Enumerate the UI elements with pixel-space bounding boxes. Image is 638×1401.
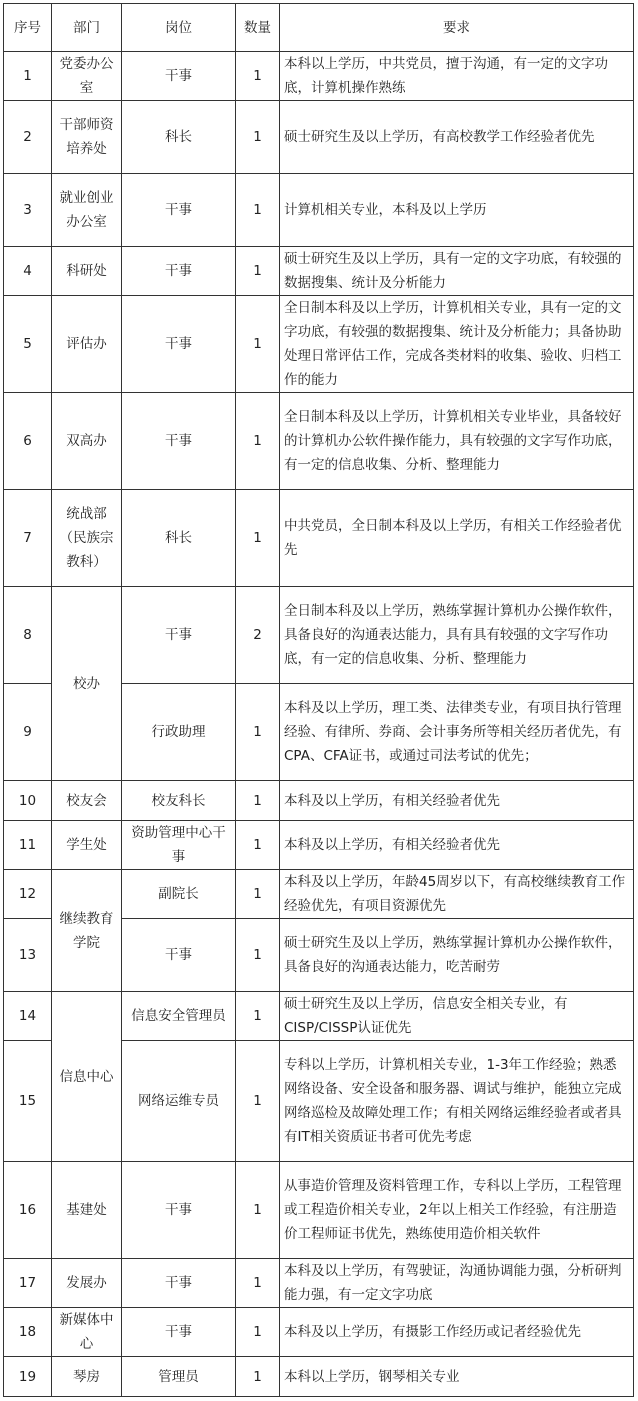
cell-dept: 信息中心: [52, 992, 122, 1162]
cell-post: 校友科长: [122, 781, 236, 821]
table-row: [4, 992, 634, 1041]
recruitment-table: [3, 3, 634, 1397]
cell-req: 本科及以上学历，有相关经验者优先: [280, 781, 634, 821]
cell-post: 干事: [122, 1308, 236, 1357]
cell-req: 硕士研究生及以上学历，有高校教学工作经验者优先: [280, 101, 634, 174]
cell-no: 11: [4, 821, 52, 870]
cell-no: 17: [4, 1259, 52, 1308]
cell-no: 5: [4, 296, 52, 393]
header-req: 要求: [280, 4, 634, 52]
cell-post: 干事: [122, 174, 236, 247]
cell-no: 3: [4, 174, 52, 247]
cell-post: 资助管理中心干事: [122, 821, 236, 870]
cell-dept: 统战部（民族宗教科）: [52, 490, 122, 587]
cell-no: 8: [4, 587, 52, 684]
cell-req: 本科及以上学历，年龄45周岁以下，有高校继续教育工作经验优先，有项目资源优先: [280, 870, 634, 919]
cell-dept: 就业创业办公室: [52, 174, 122, 247]
cell-no: 19: [4, 1357, 52, 1397]
cell-count: 1: [236, 52, 280, 101]
cell-count: 1: [236, 247, 280, 296]
cell-post: 干事: [122, 919, 236, 992]
table-row: [4, 296, 634, 393]
cell-dept: 基建处: [52, 1162, 122, 1259]
cell-no: 1: [4, 52, 52, 101]
cell-count: 1: [236, 101, 280, 174]
table-row: [4, 821, 634, 870]
cell-no: 7: [4, 490, 52, 587]
cell-post: 干事: [122, 393, 236, 490]
cell-count: 1: [236, 296, 280, 393]
cell-no: 13: [4, 919, 52, 992]
cell-req: 本科及以上学历，有驾驶证，沟通协调能力强，分析研判能力强，有一定文字功底: [280, 1259, 634, 1308]
cell-req: 硕士研究生及以上学历，熟练掌握计算机办公操作软件，具备良好的沟通表达能力，吃苦耐劳: [280, 919, 634, 992]
cell-dept: 发展办: [52, 1259, 122, 1308]
cell-no: 2: [4, 101, 52, 174]
cell-post: 干事: [122, 247, 236, 296]
header-no: 序号: [4, 4, 52, 52]
cell-count: 1: [236, 919, 280, 992]
cell-no: 18: [4, 1308, 52, 1357]
cell-count: 1: [236, 1162, 280, 1259]
table-row: [4, 1259, 634, 1308]
cell-no: 9: [4, 684, 52, 781]
cell-no: 12: [4, 870, 52, 919]
cell-no: 16: [4, 1162, 52, 1259]
cell-count: 1: [236, 490, 280, 587]
cell-req: 从事造价管理及资料管理工作，专科以上学历，工程管理或工程造价相关专业，2年以上相关工作经验，有注册造价工程师证书优先，熟练使用造价相关软件: [280, 1162, 634, 1259]
cell-no: 6: [4, 393, 52, 490]
cell-count: 1: [236, 1308, 280, 1357]
cell-post: 干事: [122, 587, 236, 684]
cell-count: 1: [236, 1357, 280, 1397]
cell-count: 1: [236, 870, 280, 919]
table-row: [4, 247, 634, 296]
cell-req: 本科及以上学历，有摄影工作经历或记者经验优先: [280, 1308, 634, 1357]
cell-dept: 科研处: [52, 247, 122, 296]
cell-post: 信息安全管理员: [122, 992, 236, 1041]
table-row: [4, 1357, 634, 1397]
cell-req: 专科以上学历，计算机相关专业，1-3年工作经验；熟悉网络设备、安全设备和服务器、调试与维护，能独立完成网络巡检及故障处理工作；有相关网络运维经验者或者具有IT相关资质证书者可优先考虑: [280, 1041, 634, 1162]
cell-count: 1: [236, 1259, 280, 1308]
cell-dept: 评估办: [52, 296, 122, 393]
cell-post: 干事: [122, 296, 236, 393]
table-row: [4, 52, 634, 101]
table-row: [4, 101, 634, 174]
cell-dept: 校办: [52, 587, 122, 781]
cell-req: 全日制本科及以上学历，计算机相关专业，具有一定的文字功底，有较强的数据搜集、统计及分析能力；具备协助处理日常评估工作，完成各类材料的收集、验收、归档工作的能力: [280, 296, 634, 393]
cell-req: 全日制本科及以上学历，熟练掌握计算机办公操作软件，具备良好的沟通表达能力，具有具有较强的文字写作功底，有一定的信息收集、分析、整理能力: [280, 587, 634, 684]
cell-post: 管理员: [122, 1357, 236, 1397]
cell-dept: 双高办: [52, 393, 122, 490]
cell-req: 硕士研究生及以上学历，具有一定的文字功底，有较强的数据搜集、统计及分析能力: [280, 247, 634, 296]
table-row: [4, 1308, 634, 1357]
cell-count: 1: [236, 174, 280, 247]
cell-dept: 新媒体中心: [52, 1308, 122, 1357]
cell-post: 科长: [122, 490, 236, 587]
table-row: [4, 393, 634, 490]
cell-no: 14: [4, 992, 52, 1041]
cell-no: 10: [4, 781, 52, 821]
header-post: 岗位: [122, 4, 236, 52]
table-row: [4, 490, 634, 587]
cell-req: 本科及以上学历，理工类、法律类专业，有项目执行管理经验、有律所、券商、会计事务所等相关经历者优先，有CPA、CFA证书，或通过司法考试的优先；: [280, 684, 634, 781]
header-dept: 部门: [52, 4, 122, 52]
cell-no: 4: [4, 247, 52, 296]
cell-post: 干事: [122, 1259, 236, 1308]
cell-req: 本科以上学历，钢琴相关专业: [280, 1357, 634, 1397]
cell-dept: 干部师资培养处: [52, 101, 122, 174]
cell-req: 本科及以上学历，有相关经验者优先: [280, 821, 634, 870]
cell-post: 干事: [122, 1162, 236, 1259]
cell-count: 1: [236, 992, 280, 1041]
cell-post: 网络运维专员: [122, 1041, 236, 1162]
cell-no: 15: [4, 1041, 52, 1162]
cell-req: 硕士研究生及以上学历，信息安全相关专业，有CISP/CISSP认证优先: [280, 992, 634, 1041]
cell-dept: 学生处: [52, 821, 122, 870]
cell-dept: 党委办公室: [52, 52, 122, 101]
cell-post: 干事: [122, 52, 236, 101]
table-row: [4, 587, 634, 684]
cell-req: 全日制本科及以上学历，计算机相关专业毕业，具备较好的计算机办公软件操作能力，具有较强的文字写作功底，有一定的信息收集、分析、整理能力: [280, 393, 634, 490]
table-row: [4, 870, 634, 919]
table-row: [4, 1162, 634, 1259]
cell-count: 1: [236, 684, 280, 781]
table-header-row: [4, 4, 634, 52]
cell-req: 中共党员，全日制本科及以上学历，有相关工作经验者优先: [280, 490, 634, 587]
cell-req: 本科以上学历，中共党员，擅于沟通，有一定的文字功底，计算机操作熟练: [280, 52, 634, 101]
cell-post: 科长: [122, 101, 236, 174]
table-row: [4, 781, 634, 821]
cell-count: 1: [236, 1041, 280, 1162]
table-row: [4, 174, 634, 247]
cell-count: 1: [236, 781, 280, 821]
cell-post: 副院长: [122, 870, 236, 919]
cell-dept: 校友会: [52, 781, 122, 821]
cell-count: 1: [236, 821, 280, 870]
cell-req: 计算机相关专业，本科及以上学历: [280, 174, 634, 247]
cell-dept: 继续教育学院: [52, 870, 122, 992]
cell-count: 2: [236, 587, 280, 684]
cell-post: 行政助理: [122, 684, 236, 781]
cell-dept: 琴房: [52, 1357, 122, 1397]
header-count: 数量: [236, 4, 280, 52]
cell-count: 1: [236, 393, 280, 490]
